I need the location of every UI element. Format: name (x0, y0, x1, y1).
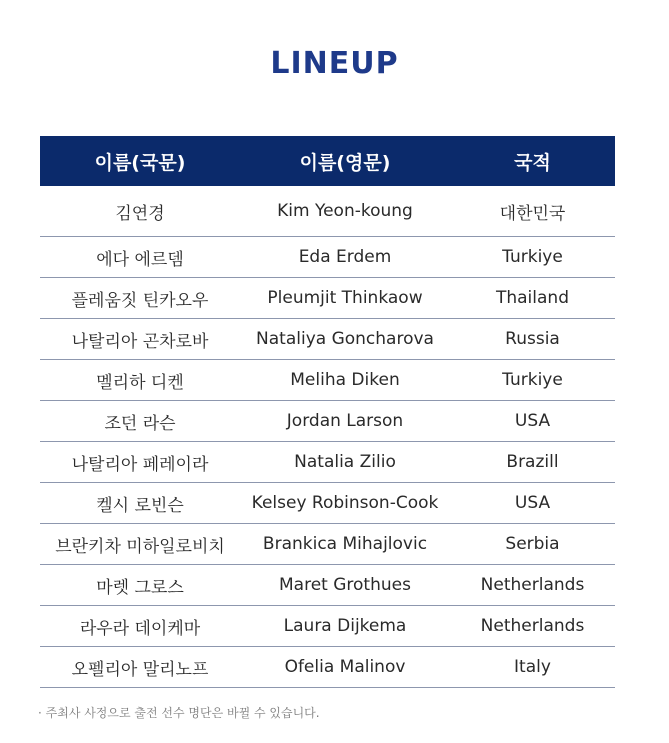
header-english-name: 이름(영문) (240, 136, 450, 186)
player-english-name: Maret Grothues (240, 565, 450, 606)
table-row (40, 278, 615, 319)
player-english-name: Eda Erdem (240, 237, 450, 278)
player-nationality: Netherlands (450, 606, 615, 647)
player-korean-name: 김연경 (40, 186, 240, 237)
player-english-name: Pleumjit Thinkaow (240, 278, 450, 319)
player-nationality: Turkiye (450, 237, 615, 278)
table-body (40, 186, 615, 688)
player-english-name: Jordan Larson (240, 401, 450, 442)
table-row (40, 319, 615, 360)
player-english-name: Meliha Diken (240, 360, 450, 401)
player-korean-name: 라우라 데이케마 (40, 606, 240, 647)
table-row (40, 483, 615, 524)
table-row (40, 565, 615, 606)
player-english-name: Nataliya Goncharova (240, 319, 450, 360)
table-row (40, 606, 615, 647)
player-korean-name: 플레움짓 틴카오우 (40, 278, 240, 319)
player-nationality: Brazill (450, 442, 615, 483)
table-row (40, 401, 615, 442)
player-english-name: Kim Yeon-koung (240, 186, 450, 237)
table-row (40, 647, 615, 688)
player-english-name: Kelsey Robinson-Cook (240, 483, 450, 524)
player-korean-name: 나탈리아 곤차로바 (40, 319, 240, 360)
player-korean-name: 조던 라슨 (40, 401, 240, 442)
player-korean-name: 오펠리아 말리노프 (40, 647, 240, 688)
player-korean-name: 멜리하 디켄 (40, 360, 240, 401)
player-nationality: USA (450, 401, 615, 442)
table-header (40, 136, 615, 186)
player-korean-name: 켈시 로빈슨 (40, 483, 240, 524)
player-english-name: Ofelia Malinov (240, 647, 450, 688)
player-nationality: Netherlands (450, 565, 615, 606)
page-title: LINEUP (270, 46, 399, 81)
table-row (40, 360, 615, 401)
table-row (40, 186, 615, 237)
player-nationality: Thailand (450, 278, 615, 319)
table-row (40, 442, 615, 483)
lineup-table (40, 136, 615, 688)
header-nationality: 국적 (450, 136, 615, 186)
player-nationality: Italy (450, 647, 615, 688)
header-korean-name: 이름(국문) (40, 136, 240, 186)
player-nationality: USA (450, 483, 615, 524)
player-english-name: Laura Dijkema (240, 606, 450, 647)
player-nationality: Russia (450, 319, 615, 360)
player-korean-name: 나탈리아 페레이라 (40, 442, 240, 483)
player-nationality: Turkiye (450, 360, 615, 401)
player-korean-name: 브란키차 미하일로비치 (40, 524, 240, 565)
player-english-name: Brankica Mihajlovic (240, 524, 450, 565)
table-row (40, 237, 615, 278)
table-row (40, 524, 615, 565)
player-korean-name: 마렛 그로스 (40, 565, 240, 606)
player-korean-name: 에다 에르뎀 (40, 237, 240, 278)
player-english-name: Natalia Zilio (240, 442, 450, 483)
player-nationality: Serbia (450, 524, 615, 565)
player-nationality: 대한민국 (450, 186, 615, 237)
header-row (40, 136, 615, 186)
footnote: · 주최사 사정으로 출전 선수 명단은 바뀔 수 있습니다. (38, 706, 320, 720)
